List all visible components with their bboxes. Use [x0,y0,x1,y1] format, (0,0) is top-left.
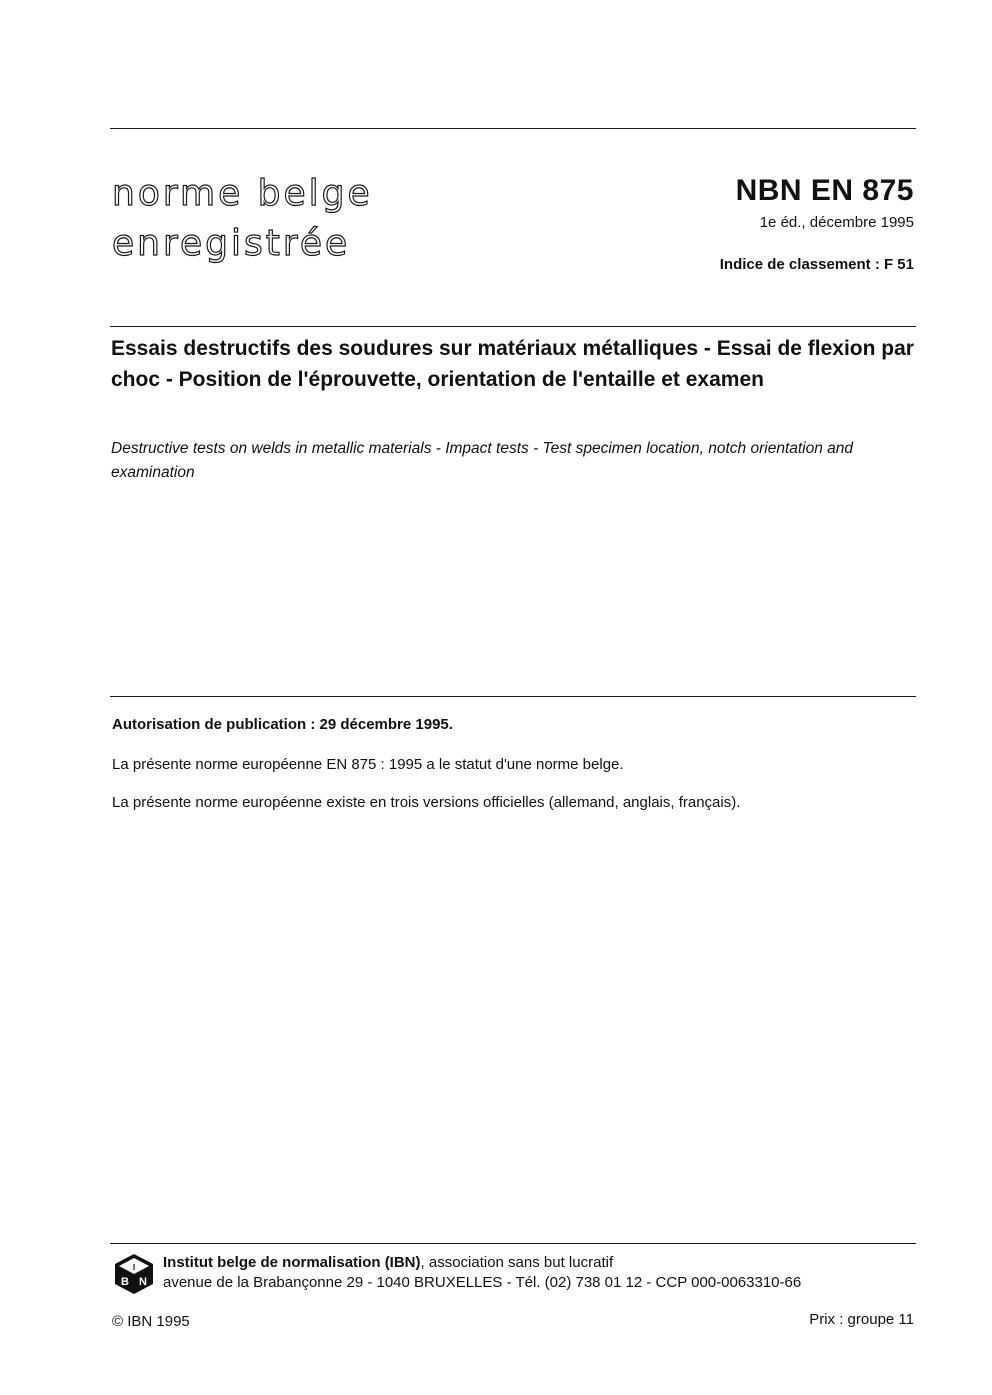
standard-number: NBN EN 875 [735,174,914,207]
institute-suffix: , association sans but lucratif [420,1254,614,1271]
document-title-english: Destructive tests on welds in metallic materials - Impact tests - Test specimen location, notch orientation and examination [111,440,854,481]
edition-date: 1e éd., décembre 1995 [759,214,914,231]
svg-text:B: B [121,1276,129,1288]
brand-norme-belge: norme belge [112,173,373,214]
institute-line [163,1254,613,1271]
institute-address: avenue de la Brabançonne 29 - 1040 BRUXELLES - Tél. (02) 738 01 12 - CCP 000-0063310-66 [163,1274,802,1291]
section-divider [110,696,916,697]
classification-index: Indice de classement : F 51 [719,256,914,273]
document-title-french: Essais destructifs des soudures sur matériaux métalliques - Essai de flexion par choc - Position de l'éprouvette, orientation de l'entaille et examen [111,337,914,391]
status-statement: La présente norme européenne EN 875 : 1995 a le statut d'une norme belge. [112,756,624,773]
institute-name: Institut belge de normalisation (IBN) [163,1254,421,1271]
svg-text:I: I [132,1263,136,1272]
title-divider [110,326,916,327]
price-group: Prix : groupe 11 [809,1311,914,1328]
brand-enregistree: enregistrée [112,223,351,264]
top-divider [110,128,916,129]
copyright: © IBN 1995 [112,1313,190,1330]
footer-divider [110,1243,916,1244]
ibn-cube-logo-icon [112,1252,156,1296]
svg-text:N: N [139,1276,147,1288]
publication-authorization: Autorisation de publication : 29 décembre 1995. [112,716,453,733]
versions-statement: La présente norme européenne existe en trois versions officielles (allemand, anglais, français). [112,794,741,811]
